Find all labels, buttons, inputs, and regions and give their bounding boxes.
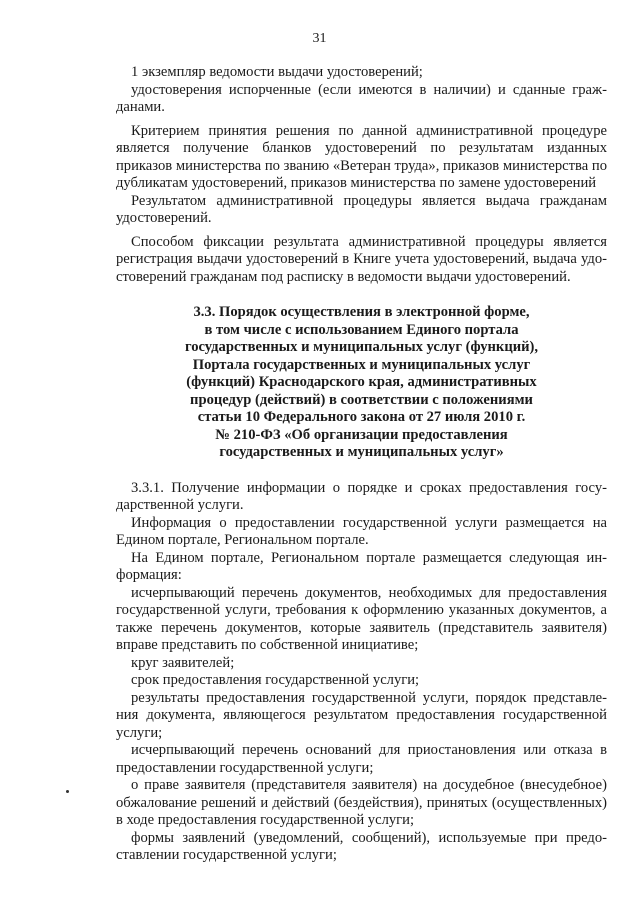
heading-line: № 210-ФЗ «Об организации предоставления [215,426,508,443]
paragraph: Способом фиксации результата административной процедуры является регистрация выдачи удостоверений в Книге учета удостоверений, выдача удостоверений гражданам под расписку в ведомости выдачи удостоверений. [116,233,607,285]
scan-speck [66,790,69,793]
document-body [116,64,607,865]
heading-line: 3.3. Порядок осуществления в электронной форме, [193,304,530,320]
heading-line: в том числе с использованием Единого портала [204,321,519,338]
list-item: срок предоставления государственной услуги; [131,672,420,688]
heading-line: статьи 10 Федерального закона от 27 июля 2010 г. [197,409,526,425]
list-item: исчерпывающий перечень документов, необходимых для предоставления государственной услуги, требования к оформлению указанных документов, а также перечень документов, которые заявитель (представитель заявителя) вправе представить по собственной инициативе; [116,584,607,653]
paragraph: 3.3.1. Получение информации о порядке и сроках предоставления государственной услуги. [116,479,607,513]
heading-line: процедур (действий) в соответствии с положениями [190,391,533,408]
paragraph: На Едином портале, Региональном портале размещается следующая информация: [116,549,607,583]
paragraph: Информация о предоставлении государственной услуги размещается на Едином портале, Региональном портале. [116,514,607,548]
paragraph: Результатом административной процедуры является выдача гражданам удостоверений. [116,192,607,226]
list-item: круг заявителей; [131,654,235,671]
list-item: исчерпывающий перечень оснований для приостановления или отказа в предоставлении государственной услуги; [116,742,607,776]
heading-line: государственных и муниципальных услуг (функций), [184,339,539,355]
paragraph: удостоверения испорченные (если имеются в наличии) и сданные гражданами. [116,81,607,115]
paragraph: Критерием принятия решения по данной административной процедуре является получение бланков удостоверений по результатам изданных приказов министерства по званию «Ветеран труда», приказов министерства по дубликатам удостоверений, приказов министерства по замене удостоверений [116,122,607,191]
list-item: формы заявлений (уведомлений, сообщений), используемые при предоставлении государственной услуги; [116,829,607,863]
page-number: 31 [312,31,327,46]
heading-line: (функций) Краснодарского края, административных [186,374,537,390]
heading-line: Портала государственных и муниципальных услуг [192,356,531,373]
heading-line: государственных и муниципальных услуг» [219,444,504,460]
list-item: о праве заявителя (представителя заявителя) на досудебное (внесудебное) обжалование решений и действий (бездействия), принятых (осуществленных) в ходе предоставления государственной услуги; [116,777,607,828]
paragraph: 1 экземпляр ведомости выдачи удостоверений; [131,64,423,80]
list-item: результаты предоставления государственной услуги, порядок представления документа, являющегося результатом предоставления государственной услуги; [116,689,607,741]
section-heading [116,304,607,462]
